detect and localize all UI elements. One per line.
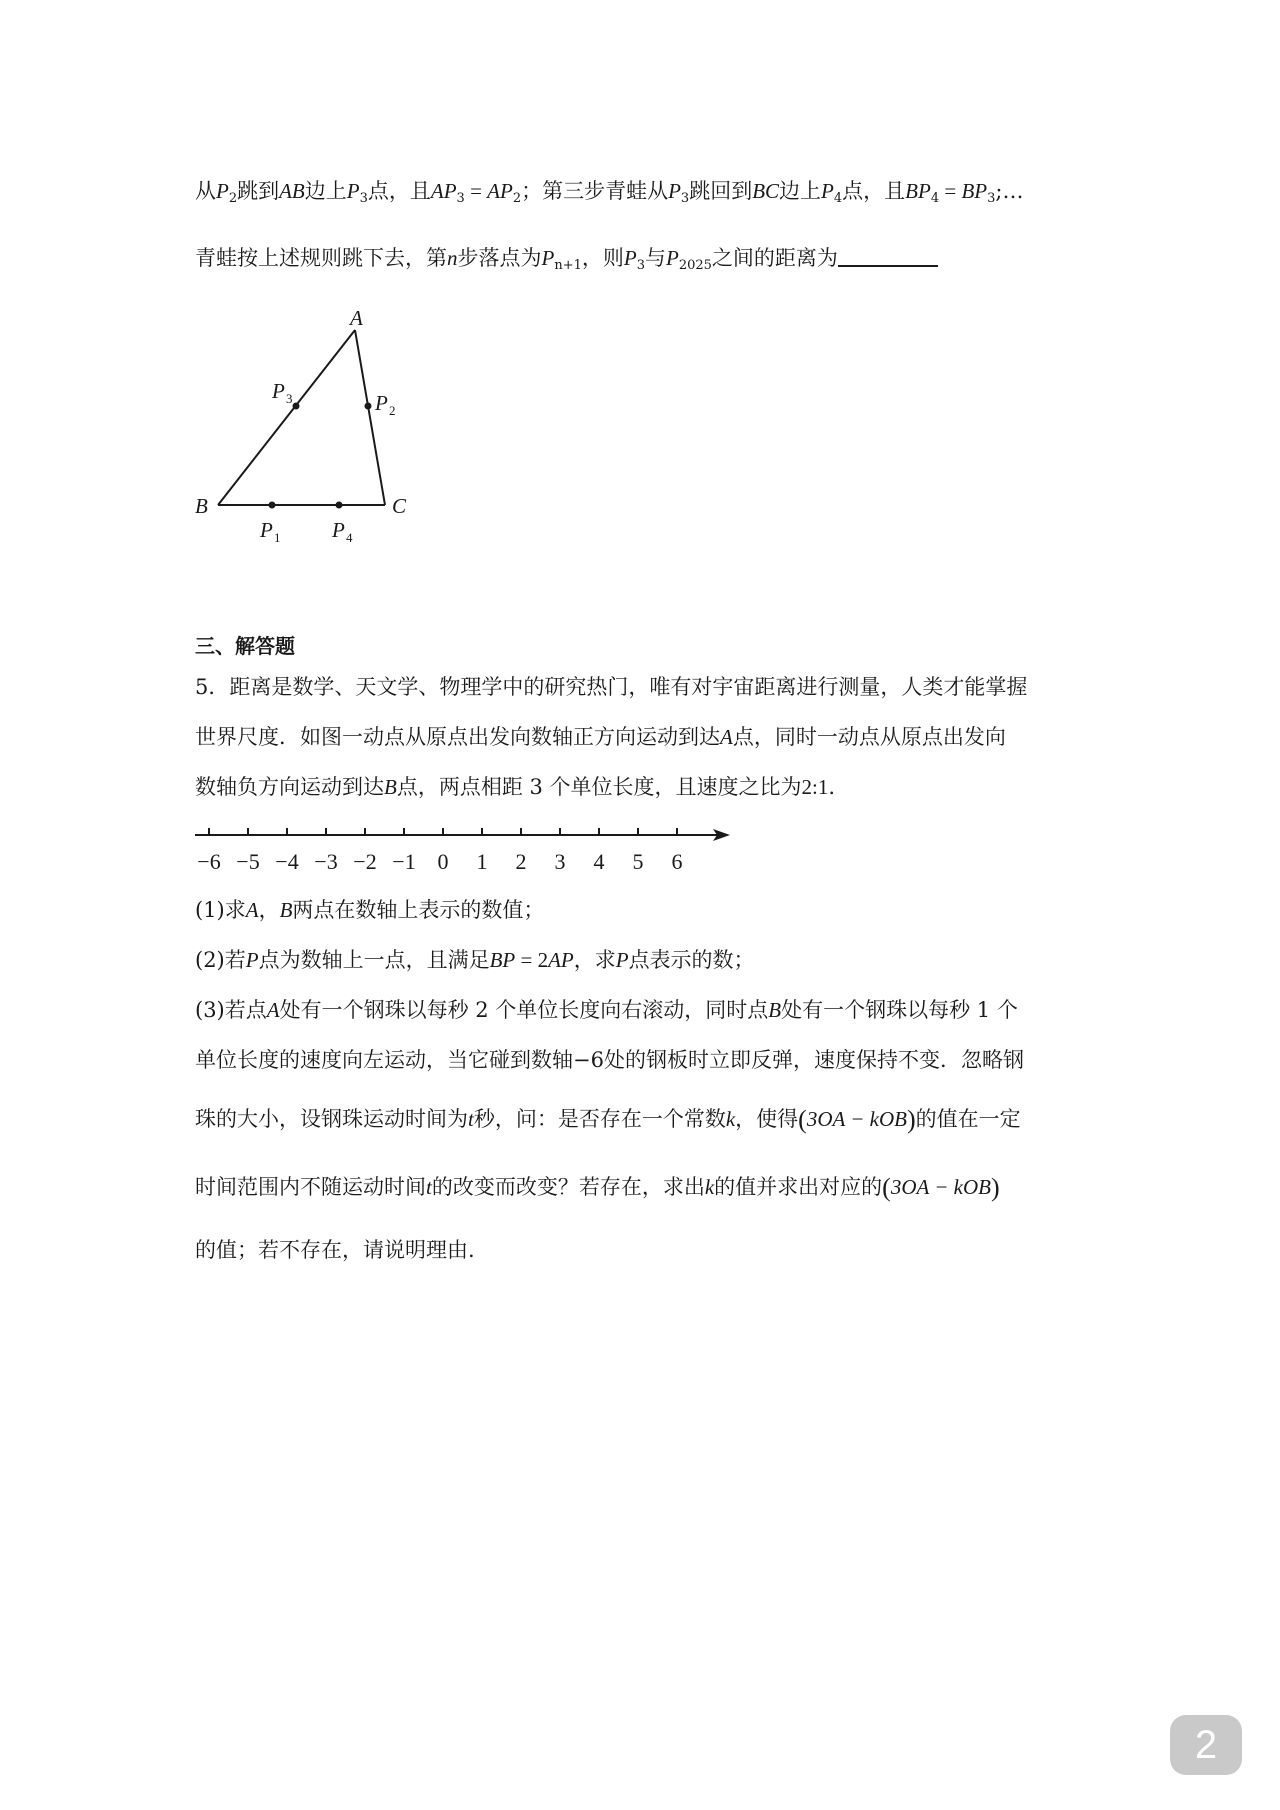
math-var: P <box>245 948 259 972</box>
expression: 3OA − kOB <box>890 1175 991 1199</box>
subscript: 3 <box>680 191 690 206</box>
math-op: = <box>464 179 488 203</box>
side-ac <box>355 330 385 505</box>
label-p2: P <box>375 391 388 415</box>
text: 世界尺度．如图一动点从原点出发向数轴正方向运动到达 <box>195 725 720 749</box>
number-line-label: 3 <box>554 849 566 874</box>
subscript: n+1 <box>554 258 582 273</box>
text: 两点在数轴上表示的数值； <box>292 898 545 922</box>
math-var: A <box>720 725 733 749</box>
side-ab <box>218 330 355 505</box>
text: ，求 <box>573 948 616 972</box>
text: 点为数轴上一点，且满足 <box>258 948 490 972</box>
number-line <box>185 820 745 890</box>
ratio: 2:1 <box>801 775 829 799</box>
question-3-line4 <box>195 1175 1000 1201</box>
subscript: 3 <box>987 191 996 206</box>
text: 的值在一定 <box>915 1107 1021 1131</box>
text: 点，且 <box>842 179 906 203</box>
math-var: BP <box>489 948 516 972</box>
math-var: n <box>447 246 458 270</box>
math-var: BP <box>961 179 988 203</box>
number-line-label: 2 <box>515 849 527 874</box>
math-var: P <box>346 179 360 203</box>
label-p3-sub: 3 <box>286 391 293 406</box>
text: 青蛙按上述规则跳下去，第 <box>195 246 447 270</box>
point-p1 <box>269 502 276 509</box>
text: 与 <box>644 246 666 270</box>
label-b: B <box>195 494 208 518</box>
question-2 <box>195 950 755 971</box>
text: 珠的大小，设钢珠运动时间为 <box>195 1107 468 1131</box>
text: ，使得 <box>735 1107 799 1131</box>
math-op: = 2 <box>515 948 549 972</box>
text: 点表示的数； <box>628 948 755 972</box>
math-var: P <box>541 246 555 270</box>
math-var: B <box>768 998 782 1022</box>
question-3-line2: 单位长度的速度向左运动，当它碰到数轴−6处的钢板时立即反弹，速度保持不变．忽略钢 <box>195 1048 1024 1072</box>
expression: 3OA − kOB <box>806 1107 907 1131</box>
text: 的改变而改变？若存在，求出 <box>431 1175 705 1199</box>
paren-close: ) <box>990 1173 1000 1202</box>
text: 边上 <box>304 179 347 203</box>
text: 步落点为 <box>457 246 542 270</box>
point-p3 <box>293 403 300 410</box>
text: ;… <box>995 179 1024 203</box>
text: . <box>828 775 836 799</box>
math-var: t <box>468 1107 474 1131</box>
number-line-label: 4 <box>593 849 605 874</box>
math-op: = <box>939 179 962 203</box>
math-var: AP <box>430 179 457 203</box>
label-a: A <box>350 306 363 330</box>
problem4-line2 <box>195 246 938 273</box>
point-p2 <box>365 403 372 410</box>
math-var: P <box>668 179 681 203</box>
text: 数轴负方向运动到达 <box>195 775 384 799</box>
question-3-line5: 的值；若不存在，请说明理由. <box>195 1238 475 1262</box>
math-var: A <box>245 898 259 922</box>
text: 边上 <box>779 179 822 203</box>
problem5-line2 <box>195 727 1006 748</box>
text: (3)若点 <box>195 998 267 1022</box>
text: 处有一个钢珠以每秒 2 个单位长度向右滚动，同时点 <box>279 998 769 1022</box>
number-line-label: −2 <box>353 849 377 874</box>
subscript: 2 <box>512 191 522 206</box>
text: 跳回到 <box>689 179 753 203</box>
text: ， <box>258 898 280 922</box>
math-var: t <box>426 1175 432 1199</box>
label-p1-sub: 1 <box>274 530 281 545</box>
math-var: B <box>384 775 397 799</box>
subscript: 2025 <box>678 258 712 273</box>
label-p2-sub: 2 <box>389 403 396 418</box>
subscript: 3 <box>359 191 368 206</box>
label-p1: P <box>260 518 273 542</box>
math-var: P <box>821 179 834 203</box>
number-line-label: 1 <box>476 849 488 874</box>
math-var: P <box>615 948 629 972</box>
math-var: BP <box>905 179 931 203</box>
math-var: A <box>266 998 280 1022</box>
question-1 <box>195 900 544 921</box>
math-var: BC <box>752 179 780 203</box>
text: 点，同时一动点从原点出发向 <box>732 725 1006 749</box>
problem4-line1 <box>195 179 1024 206</box>
math-var: AB <box>279 179 305 203</box>
number-line-label: −1 <box>392 849 416 874</box>
text: 之间的距离为 <box>711 246 838 270</box>
text: ，则 <box>581 246 624 270</box>
section-heading: 三、解答题 <box>195 634 295 658</box>
text: ；第三步青蛙从 <box>521 179 669 203</box>
math-var: P <box>623 246 637 270</box>
label-p4: P <box>332 518 345 542</box>
math-var: k <box>725 1107 736 1131</box>
page-number-badge[interactable]: 2 <box>1170 1715 1242 1775</box>
number-line-label: 5 <box>632 849 644 874</box>
number-line-label: 0 <box>437 849 449 874</box>
paren-open: ( <box>798 1105 807 1134</box>
subscript: 4 <box>930 191 940 206</box>
paren-close: ) <box>906 1105 916 1134</box>
math-var: B <box>279 898 293 922</box>
text: 点，且 <box>367 179 431 203</box>
question-3-line3 <box>195 1107 1021 1133</box>
number-line-label: −5 <box>236 849 260 874</box>
triangle-sides <box>218 330 385 505</box>
label-c: C <box>392 494 407 518</box>
text: (1)求 <box>195 898 246 922</box>
subscript: 3 <box>636 258 645 273</box>
subscript: 2 <box>228 191 238 206</box>
subscript: 3 <box>456 191 465 206</box>
text: 从 <box>195 179 216 203</box>
math-var: P <box>216 179 229 203</box>
label-p3: P <box>272 379 285 403</box>
paren-open: ( <box>882 1173 891 1202</box>
subscript: 4 <box>833 191 843 206</box>
text: 的值并求出对应的 <box>714 1175 883 1199</box>
text: 秒，问：是否存在一个常数 <box>473 1107 726 1131</box>
text: 处有一个钢珠以每秒 1 个 <box>781 998 1018 1022</box>
question-3-line1 <box>195 1000 1018 1021</box>
text: (2)若 <box>195 948 246 972</box>
math-var: k <box>704 1175 715 1199</box>
label-p4-sub: 4 <box>346 530 353 545</box>
math-var: AP <box>548 948 574 972</box>
math-var: AP <box>487 179 513 203</box>
number-line-label: −4 <box>275 849 299 874</box>
text: 时间范围内不随运动时间 <box>195 1175 426 1199</box>
text: 点，两点相距 3 个单位长度，且速度之比为 <box>396 775 802 799</box>
number-line-label: −3 <box>314 849 338 874</box>
problem5-line1: 5．距离是数学、天文学、物理学中的研究热门，唯有对宇宙距离进行测量，人类才能掌握 <box>195 675 1028 699</box>
math-var: P <box>665 246 679 270</box>
text: 跳到 <box>237 179 280 203</box>
point-p4 <box>336 502 343 509</box>
number-line-label: −6 <box>197 849 221 874</box>
problem5-line3 <box>195 777 835 798</box>
answer-blank[interactable] <box>838 247 938 267</box>
number-line-label: 6 <box>671 849 683 874</box>
triangle-figure <box>185 300 425 550</box>
